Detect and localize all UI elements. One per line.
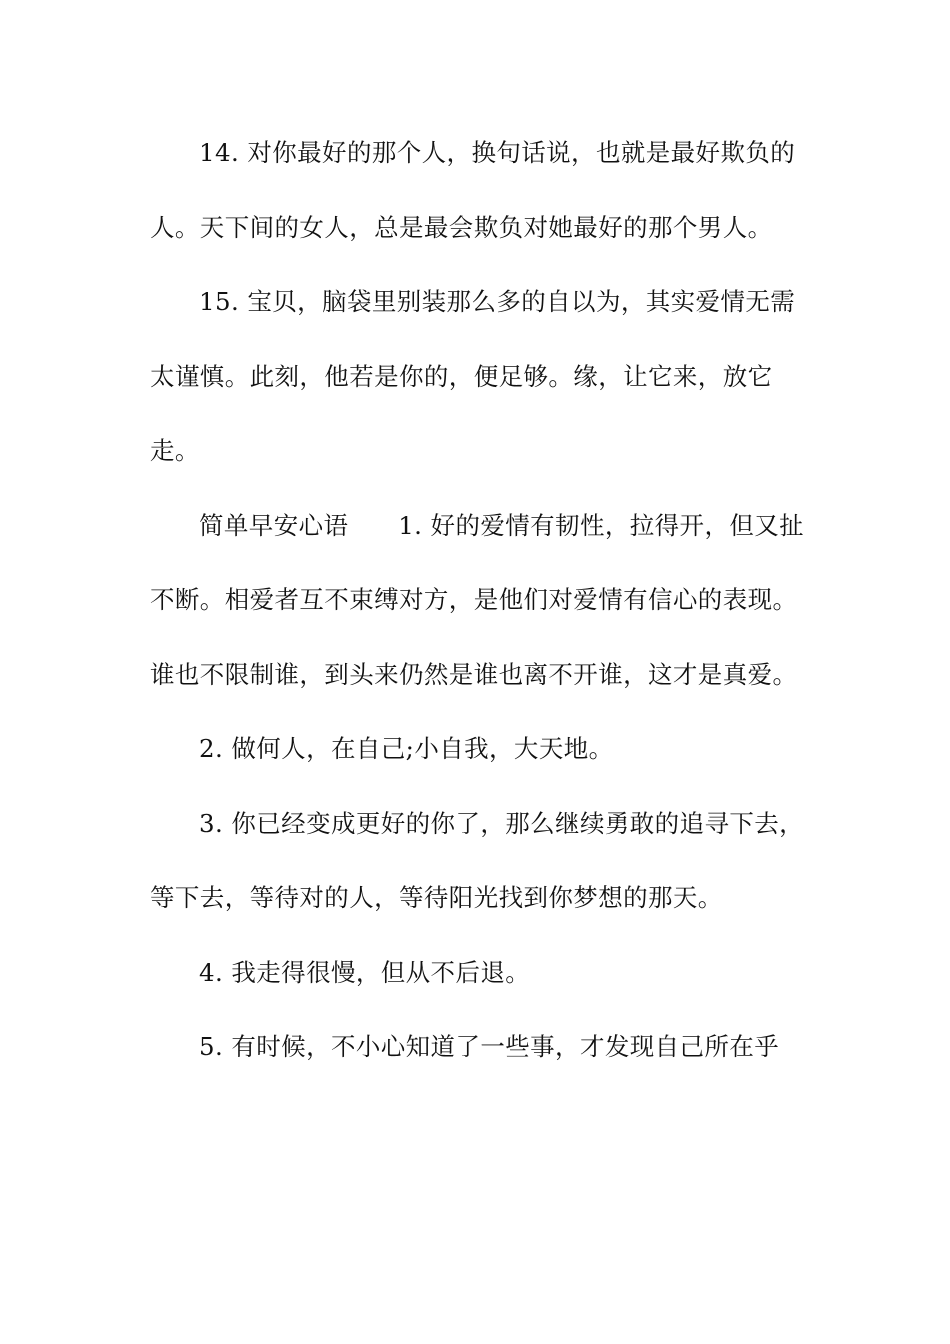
document-body bbox=[150, 116, 810, 1085]
paragraph-morning-1: 简单早安心语 1. 好的爱情有韧性，拉得开，但又扯不断。相爱者互不束缚对方，是他们对爱情有信心的表现。谁也不限制谁，到头来仍然是谁也离不开谁，这才是真爱。 bbox=[150, 510, 805, 689]
paragraph-morning-4: 4. 我走得很慢，但从不后退。 bbox=[199, 957, 531, 987]
paragraph-morning-2: 2. 做何人，在自己;小自我，大天地。 bbox=[199, 734, 614, 763]
paragraph-morning-3: 3. 你已经变成更好的你了，那么继续勇敢的追寻下去，等下去，等待对的人，等待阳光找到你梦想的那天。 bbox=[150, 808, 805, 912]
paragraph-15: 15. 宝贝，脑袋里别装那么多的自以为，其实爱情无需太谨慎。此刻，他若是你的，便足够。缘，让它来，放它走。 bbox=[150, 287, 796, 465]
paragraph-14: 14. 对你最好的那个人，换句话说，也就是最好欺负的人。天下间的女人，总是最会欺负对她最好的那个男人。 bbox=[150, 138, 796, 242]
paragraph-morning-5: 5. 有时候，不小心知道了一些事，才发现自己所在乎 bbox=[199, 1032, 780, 1061]
